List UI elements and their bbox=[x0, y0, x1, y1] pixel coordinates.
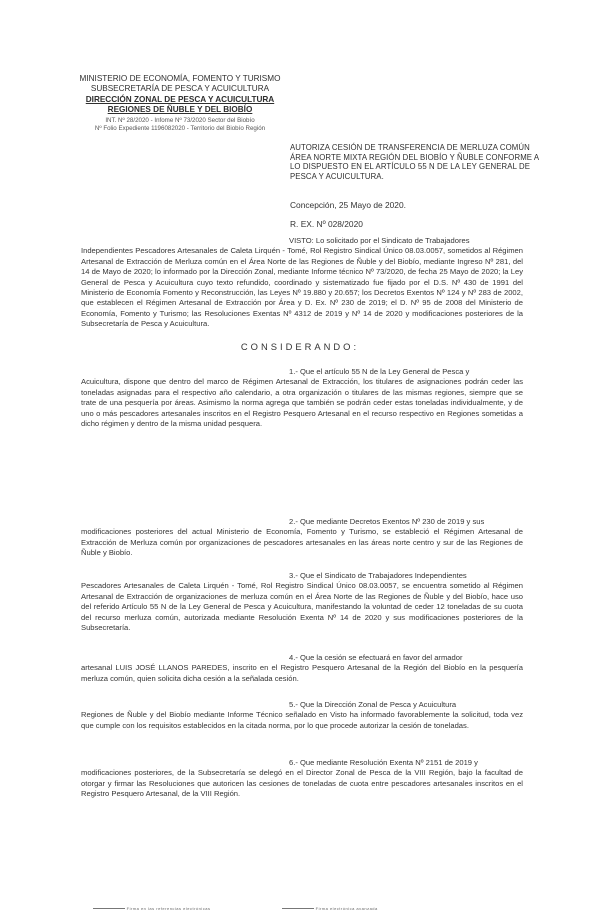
place-and-date: Concepción, 25 Mayo de 2020. bbox=[290, 200, 406, 210]
footer-left bbox=[93, 906, 210, 911]
paragraph-5-body: Regiones de Ñuble y del Biobío mediante Informe Técnico señalado en Visto ha informado favorablemente la solicitud, toda vez que cumple con los requisitos establecidos en la citada norma, por lo que procede autorizar la cesión de toneladas. bbox=[81, 710, 523, 730]
reference-line-1: INT. Nº 28/2020 - Infome Nº 73/2020 Sector del Biobío bbox=[105, 116, 255, 124]
resolution-subject: AUTORIZA CESIÓN DE TRANSFERENCIA DE MERLUZA COMÚN ÁREA NORTE MIXTA REGIÓN DEL BIOBÍO Y ÑUBLE CONFORME A LO DISPUESTO EN EL ARTÍCULO 55 N DE LA LEY GENERAL DE PESCA Y ACUICULTURA. bbox=[290, 143, 539, 181]
paragraph-2-body: modificaciones posteriores del actual Ministerio de Economía, Fomento y Turismo, se estableció el Régimen Artesanal de Extracción de Merluza común por organizaciones de pescadores artesanales en las áreas norte centro y sur de las Regiones de Ñuble y Biobío. bbox=[81, 527, 523, 558]
footer-right bbox=[282, 906, 378, 911]
visto-lead: VISTO: Lo solicitado por el Sindicato de Trabajadores bbox=[289, 236, 470, 245]
paragraph-4-body: artesanal LUIS JOSÉ LLANOS PAREDES, inscrito en el Registro Pesquero Artesanal de la Región del Biobío en la pesquería merluza común, quien solicita dicha cesión a la señalada cesión. bbox=[81, 663, 523, 683]
considerando-paragraph-5 bbox=[81, 700, 523, 731]
considerando-paragraph-2 bbox=[81, 517, 523, 559]
paragraph-2-lead: 2.- Que mediante Decretos Exentos Nº 230 de 2019 y sus bbox=[289, 517, 485, 526]
considerando-paragraph-1 bbox=[81, 367, 523, 429]
regions-line: REGIONES DE ÑUBLE Y DEL BIOBÍO bbox=[107, 105, 253, 115]
reference-line-2: Nº Folio Expediente 1196082020 - Territorio del Biobío Región bbox=[94, 125, 266, 133]
paragraph-6-lead: 6.- Que mediante Resolución Exenta Nº 2151 de 2019 y bbox=[289, 758, 478, 767]
subsecretaria-line: SUBSECRETARÍA DE PESCA Y ACUICULTURA bbox=[90, 84, 270, 94]
paragraph-3-body: Pescadores Artesanales de Caleta Lirquén - Tomé, Rol Registro Sindical Único 08.03.0057, se encuentra sometido al Régimen Artesanal de Extracción de organizaciones de merluza común en el Área Norte de las Regiones de Ñuble y del Biobío, hace uso del referido Artículo 55 N de la Ley General de Pesca y Acuicultura, manifestando la voluntad de ceder 12 toneladas de su cuota del recurso merluza común, autorizada mediante Resolución Exenta Nº 14 de 2020 y sus modificaciones posteriores de la Subsecretaría. bbox=[81, 581, 523, 633]
paragraph-4-lead: 4.- Que la cesión se efectuará en favor del armador bbox=[289, 653, 463, 662]
footer-right-text: Firma electrónica avanzada bbox=[315, 906, 378, 911]
considerando-paragraph-6 bbox=[81, 758, 523, 800]
ministry-line: MINISTERIO DE ECONOMÍA, FOMENTO Y TURISMO bbox=[79, 74, 281, 83]
considerando-paragraph-3 bbox=[81, 571, 523, 633]
paragraph-5-lead: 5.- Que la Dirección Zonal de Pesca y Acuicultura bbox=[289, 700, 457, 709]
paragraph-1-body: Acuicultura, dispone que dentro del marco de Régimen Artesanal de Extracción, los titulares de asignaciones podrán ceder las toneladas asignadas para el respectivo año calendario, a otra organización o titulares de las mismas regiones, siempre que se trate de una pesquería por áreas. Asimismo la norma agrega que también se podrán ceder estas toneladas individualmente, y de uno o más pescadores artesanales inscritos en el Registro Pesquero Artesanal en el recurso respectivo en Regiones sometidas a dicho régimen y dentro de la misma unidad pesquera. bbox=[81, 377, 523, 429]
visto-paragraph bbox=[81, 236, 523, 330]
footer-rule bbox=[93, 908, 125, 909]
footer-left-text: Firma en las referencias electrónicas bbox=[126, 906, 211, 911]
paragraph-3-lead: 3.- Que el Sindicato de Trabajadores Independientes bbox=[289, 571, 467, 580]
direccion-zonal-line: DIRECCIÓN ZONAL DE PESCA Y ACUICULTURA bbox=[85, 94, 275, 104]
visto-body: Independientes Pescadores Artesanales de Caleta Lirquén - Tomé, Rol Registro Sindical Único 08.03.0057, sometidos al Régimen Artesanal de Extracción de Merluza común en el Área Norte de las Regiones de Ñuble y del Biobío, mediante Ingreso Nº 281, del 14 de Mayo de 2020; lo informado por la Dirección Zonal, mediante Informe técnico Nº 73/2020, de fecha 25 Mayo de 2020; la Ley General de Pesca y Acuicultura cuyo texto refundido, coordinado y sistematizado fue fijado por el D.S. Nº 430 de 1991 del Ministerio de Economía Fomento y Reconstrucción, las Leyes Nº 19.880 y 20.657; los Decretos Exentos Nº 124 y Nº 283 de 2002, que establecen el Régimen Artesanal de Extracción por Área y D. Ex. Nº 230 de 2019; el D. Nº 95 de 2008 del Ministerio de Economía, Fomento y Turismo; las Resoluciones Exentas Nº 4312 de 2019 y Nº 14 de 2020 y modificaciones posteriores de la Subsecretaría de Pesca y Acuicultura. bbox=[81, 246, 523, 329]
resolution-number: R. EX. Nº 028/2020 bbox=[290, 219, 363, 229]
considerando-paragraph-4 bbox=[81, 653, 523, 684]
paragraph-1-lead: 1.- Que el artículo 55 N de la Ley General de Pesca y bbox=[289, 367, 470, 376]
considerando-heading: CONSIDERANDO: bbox=[240, 341, 360, 352]
paragraph-6-body: modificaciones posteriores, de la Subsecretaría se delegó en el Director Zonal de Pesca de la VIII Región, bajo la facultad de otorgar y firmar las Resoluciones que autoricen las cesiones de toneladas de cuota entre pescadores artesanales inscritos en el Registro Pesquero Artesanal, de la VIII Región. bbox=[81, 768, 523, 799]
letterhead bbox=[60, 74, 300, 133]
footer-rule bbox=[282, 908, 314, 909]
